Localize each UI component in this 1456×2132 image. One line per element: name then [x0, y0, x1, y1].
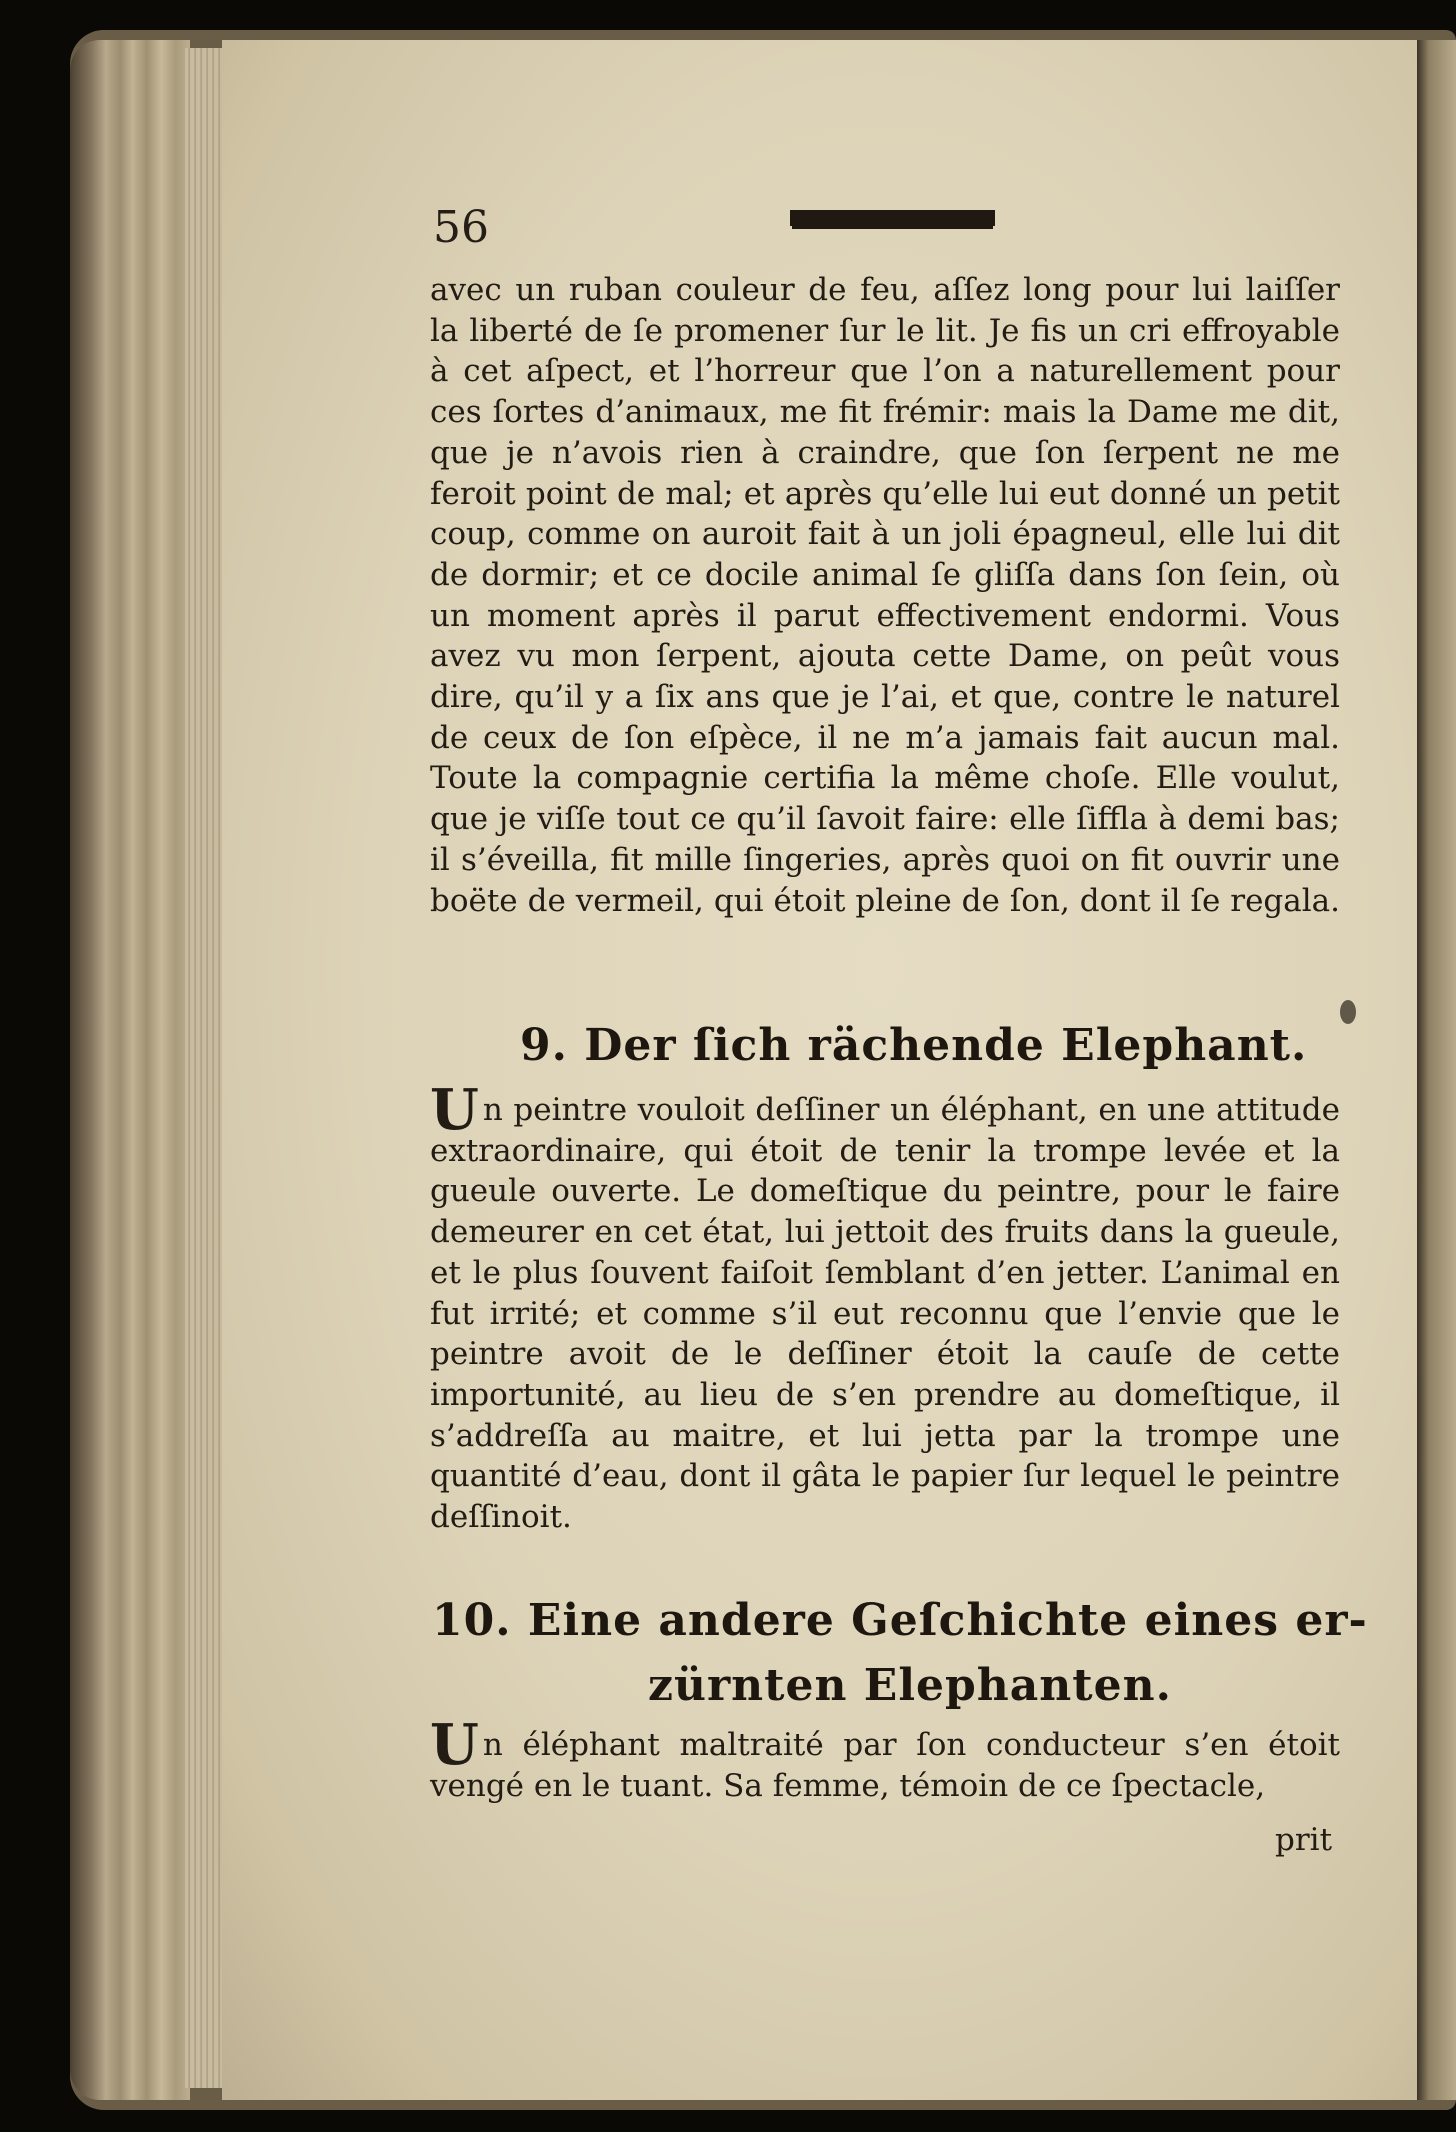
header-ornament-rule	[790, 210, 995, 226]
facing-page-edge	[1417, 40, 1456, 2100]
heading-section-9: 9. Der ſich rächende Elephant.	[520, 1020, 1308, 1071]
paragraph-3	[430, 1712, 1340, 1806]
paragraph-3-text: n éléphant maltraité par ſon conducteur s’en étoit vengé en le tuant. Sa femme, témoin de ce ſpectacle,	[430, 1727, 1340, 1804]
initial-letter: U	[430, 1077, 479, 1143]
heading-section-10-line-1: 10. Eine andere Geſchichte eines er-	[432, 1595, 1368, 1646]
book-spine	[70, 40, 190, 2100]
catchword: prit	[1275, 1822, 1333, 1858]
page-number: 56	[433, 202, 489, 253]
paragraph-1: avec un ruban couleur de feu, aſſez long pour lui laiſſer la liberté de ſe promener ſur le lit. Je fis un cri effroyable à cet aſpect, et l’horreur que l’on a naturellement pour ces ſortes d’animaux, me fit frémir: mais la Dame me dit, que je n’avois rien à craindre, que ſon ſerpent ne me feroit point de mal; et après qu’elle lui eut donné un petit coup, comme on auroit fait à un joli épagneul, elle lui dit de dormir; et ce docile animal ſe gliſſa dans ſon ſein, où un moment après il parut effectivement endormi. Vous avez vu mon ſerpent, ajouta cette Dame, on peût vous dire, qu’il y a ſix ans que je l’ai, et que, contre le naturel de ceux de ſon eſpèce, il ne m’a jamais fait aucun mal. Toute la compagnie certifia la même choſe. Elle voulut, que je viſſe tout ce qu’il ſavoit faire: elle ſiffla à demi bas; il s’éveilla, fit mille ſingeries, après quoi on fit ouvrir une boëte de vermeil, qui étoit pleine de ſon, dont il ſe regala.	[430, 272, 1340, 919]
ink-blot	[1340, 1000, 1356, 1024]
heading-section-10-line-2: zürnten Elephanten.	[648, 1660, 1172, 1711]
paragraph-2-text: n peintre vouloit deſſiner un éléphant, en une attitude extraordinaire, qui étoit de tenir la trompe levée et la gueule ouverte. Le domeſtique du peintre, pour le faire demeurer en cet état, lui jettoit des fruits dans la gueule, et le plus ſouvent faiſoit ſemblant d’en jetter. L’animal en fut irrité; et comme s’il eut reconnu que l’envie que le peintre avoit de le deſſiner étoit la cauſe de cette importunité, au lieu de s’en prendre au domeſtique, il s’addreſſa au maitre, et lui jetta par la trompe une quantité d’eau, dont il gâta le papier ſur lequel le peintre deſſinoit.	[430, 1092, 1340, 1536]
page-edges	[185, 48, 225, 2088]
paragraph-2	[430, 1077, 1340, 1538]
initial-letter: U	[430, 1712, 479, 1778]
